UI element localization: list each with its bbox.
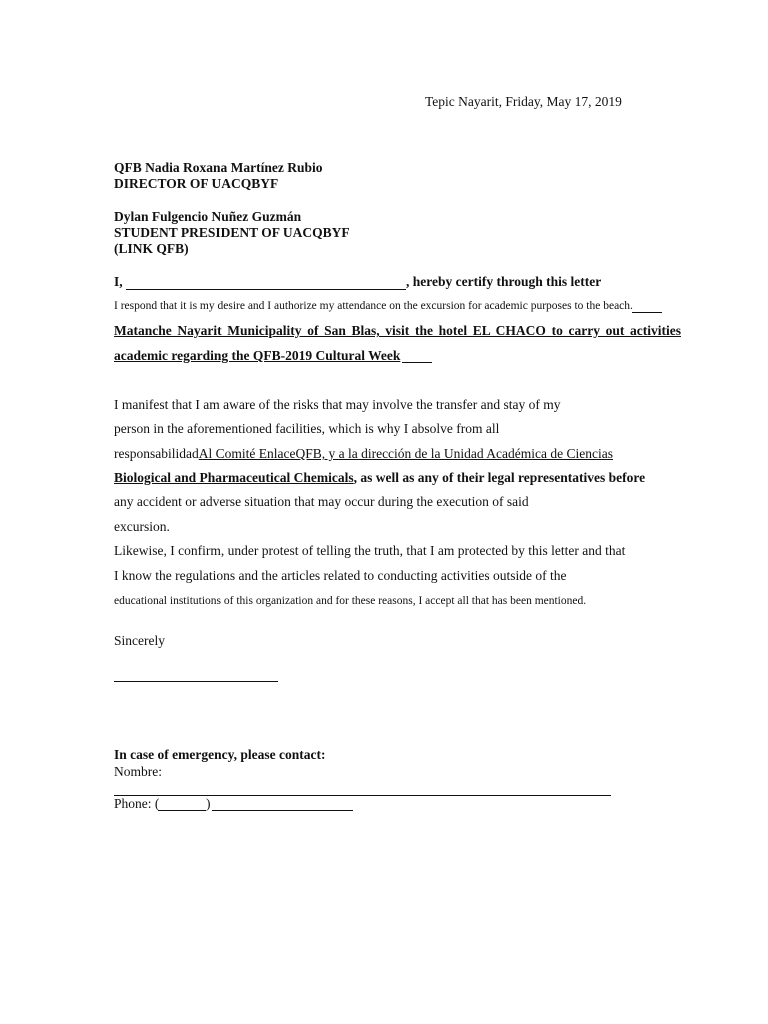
respond-underline-tail: [632, 312, 662, 313]
body-line-4: [114, 470, 645, 486]
emergency-name-blank: [114, 795, 611, 796]
recipient-2-title: STUDENT PRESIDENT OF UACQBYF: [114, 225, 350, 240]
body-line-5: any accident or adverse situation that may occur during the execution of said: [114, 494, 529, 509]
phone-area-blank: [158, 810, 206, 811]
body-line-3-start: responsabilidad: [114, 446, 199, 461]
respond-line: I respond that it is my desire and I authorize my attendance on the excursion for academic purposes to the beach.: [114, 300, 633, 312]
body-line-7: Likewise, I confirm, under protest of telling the truth, that I am protected by this letter and that: [114, 543, 626, 558]
body-line-1: I manifest that I am aware of the risks that may involve the transfer and stay of my: [114, 397, 561, 412]
emergency-phone-label: Phone: (: [114, 796, 160, 811]
signature-line: [114, 681, 278, 682]
recipient-1-title: DIRECTOR OF UACQBYF: [114, 176, 279, 191]
name-blank-line: [126, 289, 406, 290]
emergency-heading: In case of emergency, please contact:: [114, 747, 326, 762]
closing: Sincerely: [114, 633, 165, 648]
body-line-6: excursion.: [114, 519, 170, 534]
body-line-3: [114, 446, 613, 462]
recipient-2-subtitle: (LINK QFB): [114, 241, 189, 256]
body-line-9: educational institutions of this organization and for these reasons, I accept all that has been mentioned.: [114, 595, 587, 607]
destination-line-1: Matanche Nayarit Municipality of San Blas, visit the hotel EL CHACO to carry out activities: [114, 323, 681, 338]
body-line-4-rest: , as well as any of their legal representatives before: [353, 470, 646, 485]
destination-underline-tail: [402, 362, 432, 363]
emergency-name-label: Nombre:: [114, 764, 162, 779]
phone-number-blank: [212, 810, 353, 811]
body-line-3-committee: Al Comité EnlaceQFB, y a la dirección de la Unidad Académica de Ciencias: [198, 446, 613, 461]
emergency-phone-paren: ): [206, 796, 211, 811]
certify-suffix: , hereby certify through this letter: [406, 274, 602, 289]
certify-prefix: I,: [114, 274, 123, 289]
destination-line-2: academic regarding the QFB-2019 Cultural Week: [114, 348, 401, 363]
body-line-2: person in the aforementioned facilities, which is why I absolve from all: [114, 421, 500, 436]
body-line-8: I know the regulations and the articles related to conducting activities outside of the: [114, 568, 567, 583]
recipient-1-name: QFB Nadia Roxana Martínez Rubio: [114, 160, 323, 175]
recipient-2-name: Dylan Fulgencio Nuñez Guzmán: [114, 209, 302, 224]
place-date: Tepic Nayarit, Friday, May 17, 2019: [425, 94, 622, 109]
body-line-4-faculty: Biological and Pharmaceutical Chemicals: [114, 470, 354, 485]
